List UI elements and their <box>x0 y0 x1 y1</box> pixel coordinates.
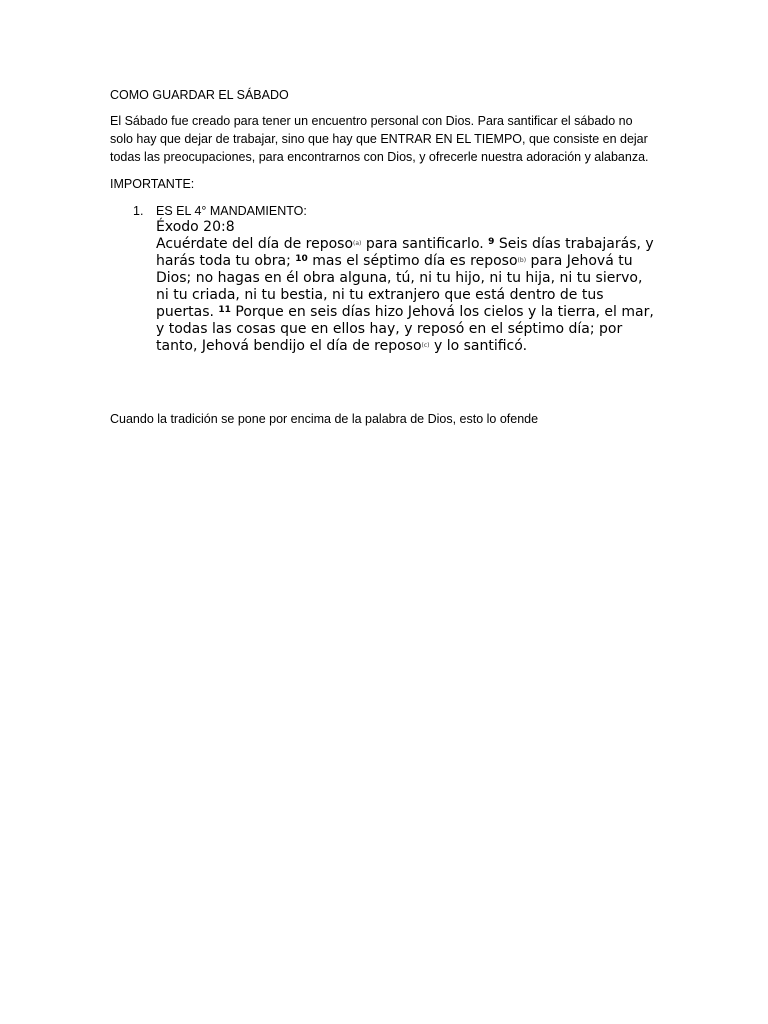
verse-segment: mas el séptimo día es reposo <box>307 253 518 269</box>
footnote-marker[interactable]: (b) <box>517 257 527 264</box>
footnote-marker[interactable]: (a) <box>353 240 362 247</box>
closing-paragraph: Cuando la tradición se pone por encima de la palabra de Dios, esto lo ofende <box>110 412 539 426</box>
verse-segment: Porque en seis días hizo Jehová los cielos y la tierra, el mar, y todas las cosas que en ellos hay, y reposó en el séptimo día; por tanto, Jehová bendijo el día de reposo <box>156 304 654 354</box>
verse-reference: Éxodo 20:8 <box>156 219 235 235</box>
verse-number: 9 <box>488 237 495 247</box>
numbered-list <box>110 204 658 355</box>
intro-paragraph: El Sábado fue creado para tener un encuentro personal con Dios. Para santificar el sábado no solo hay que dejar de trabajar, sino que hay que ENTRAR EN EL TIEMPO, que consiste en dejar todas las preocupaciones, para encontrarnos con Dios, y ofrecerle nuestra adoración y alabanza. <box>110 114 649 164</box>
verse-segment: Seis días trabajarás, y harás toda tu obra; <box>156 236 654 269</box>
verse-segment: para Jehová tu Dios; no hagas en él obra alguna, tú, ni tu hijo, ni tu hija, ni tu siervo, ni tu criada, ni tu bestia, ni tu extranjero que está dentro de tus puertas. <box>156 253 643 320</box>
document-page <box>110 86 658 426</box>
important-label: IMPORTANTE: <box>110 177 195 191</box>
document-title: COMO GUARDAR EL SÁBADO <box>110 88 289 102</box>
verse-segment: para santificarlo. <box>361 236 489 252</box>
list-heading: ES EL 4° MANDAMIENTO: <box>156 204 307 218</box>
list-item <box>110 204 658 355</box>
verse-number: 11 <box>218 305 231 315</box>
verse-segment: y lo santificó. <box>429 338 528 354</box>
verse-text <box>156 236 656 355</box>
list-number: 1. <box>133 204 144 218</box>
verse-number: 10 <box>295 254 308 264</box>
footnote-marker[interactable]: (c) <box>421 342 430 349</box>
verse-segment: Acuérdate del día de reposo <box>156 236 354 252</box>
